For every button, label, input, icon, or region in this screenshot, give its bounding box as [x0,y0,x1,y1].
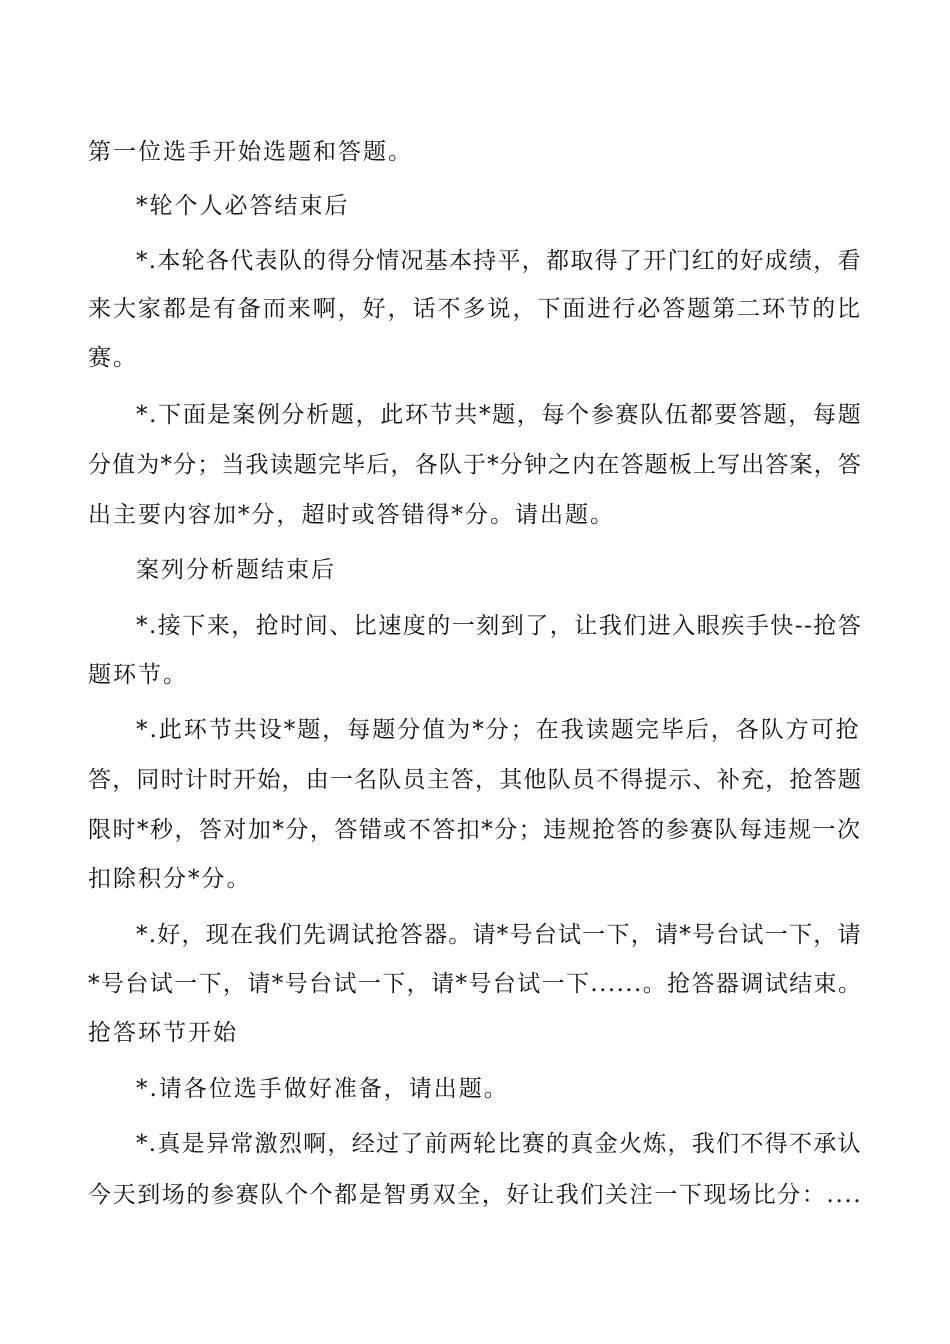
text-line: *.好，现在我们先调试抢答器。请*号台试一下，请*号台试一下，请 [136,922,862,948]
text-line: *.接下来，抢时间、比速度的一刻到了，让我们进入眼疾手快--抢答 [136,613,863,639]
text-line: 来大家都是有备而来啊，好，话不多说，下面进行必答题第二环节的比 [88,296,862,322]
text-line: 今天到场的参赛队个个都是智勇双全，好让我们关注一下现场比分：.... [88,1182,863,1208]
text-line: 案列分析题结束后 [136,557,336,583]
text-line: 出主要内容加*分，超时或答错得*分。请出题。 [88,502,615,528]
text-line: *.下面是案例分析题，此环节共*题，每个参赛队伍都要答题，每题 [136,402,863,428]
text-line: 赛。 [88,345,138,371]
text-line: *号台试一下，请*号台试一下，请*号台试一下......。抢答器调试结束。 [88,971,863,997]
text-line: *.此环节共设*题，每题分值为*分；在我读题完毕后，各队方可抢 [136,717,861,743]
text-line: 答，同时计时开始，由一名队员主答，其他队员不得提示、补充，抢答题 [88,767,862,793]
text-line: *.本轮各代表队的得分情况基本持平，都取得了开门红的好成绩，看 [136,248,862,274]
text-line: *轮个人必答结束后 [136,193,350,219]
text-line: 抢答环节开始 [88,1020,238,1046]
text-line: 分值为*分；当我读题完毕后，各队于*分钟之内在答题板上写出答案，答 [88,452,862,478]
text-line: *.请各位选手做好准备，请出题。 [136,1076,509,1102]
text-line: 限时*秒，答对加*分，答错或不答扣*分；违规抢答的参赛队每违规一次 [88,817,862,843]
text-line: 扣除积分*分。 [88,866,252,892]
text-line: 第一位选手开始选题和答题。 [88,139,413,165]
text-line: *.真是异常激烈啊，经过了前两轮比赛的真金火炼，我们不得不承认 [136,1131,862,1157]
text-line: 题环节。 [88,662,188,688]
